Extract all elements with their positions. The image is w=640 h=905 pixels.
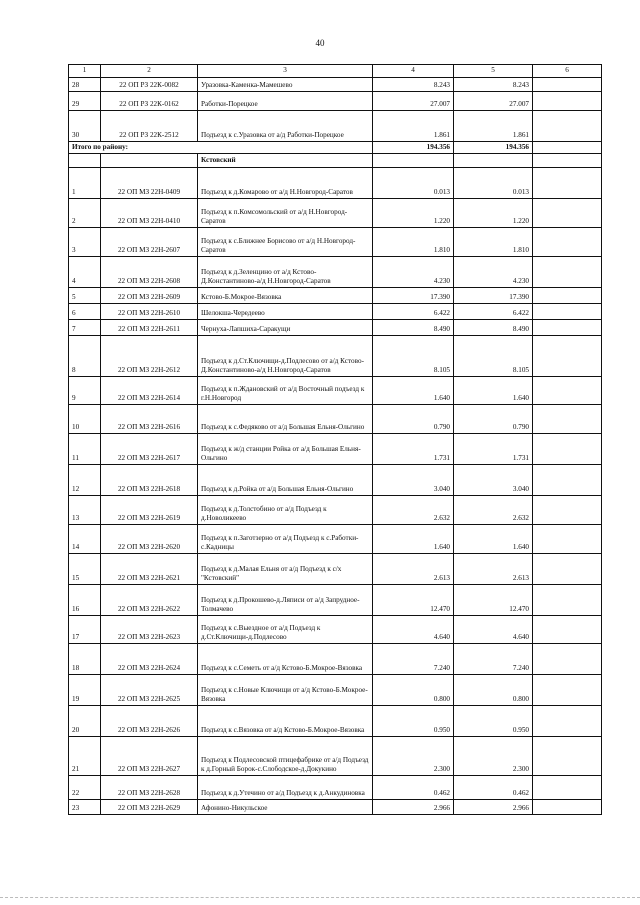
road-number: 21 (69, 737, 101, 776)
road-number: 4 (69, 257, 101, 288)
road-code: 22 ОП МЗ 22Н-2612 (101, 336, 198, 377)
road-length: 1.810 (373, 228, 454, 257)
road-name: Кстово-Б.Мокрое-Вязовка (198, 288, 373, 304)
road-length-2: 1.731 (454, 434, 533, 465)
road-length-2: 0.462 (454, 776, 533, 800)
road-length: 1.640 (373, 377, 454, 405)
road-code: 22 ОП МЗ 22Н-2627 (101, 737, 198, 776)
road-length-2: 8.490 (454, 320, 533, 336)
road-name: Подъезд к д.Ст.Ключищи-д.Подлесово от а/д Кстово-Д.Константиново-а/д Н.Новгород-Саратов (198, 336, 373, 377)
empty-cell (454, 154, 533, 168)
road-note (533, 257, 602, 288)
road-name: Подъезд к д.Прокошево-д.Ляписи от а/д Запрудное-Толмачево (198, 585, 373, 616)
road-code: 22 ОП МЗ 22Н-2618 (101, 465, 198, 496)
road-row (69, 737, 602, 776)
road-length: 0.013 (373, 168, 454, 199)
road-name: Подъезд к п.Комсомольский от а/д Н.Новгород-Саратов (198, 199, 373, 228)
road-code: 22 ОП РЗ 22К-0082 (101, 78, 198, 92)
road-code: 22 ОП РЗ 22К-0162 (101, 92, 198, 111)
road-length: 3.040 (373, 465, 454, 496)
road-length: 8.243 (373, 78, 454, 92)
road-name: Подъезд к д.Комарово от а/д Н.Новгород-Саратов (198, 168, 373, 199)
total-length: 194.356 (373, 142, 454, 154)
road-length: 8.490 (373, 320, 454, 336)
road-row (69, 496, 602, 525)
road-code: 22 ОП МЗ 22Н-2623 (101, 616, 198, 644)
road-length: 2.632 (373, 496, 454, 525)
road-note (533, 111, 602, 142)
road-number: 7 (69, 320, 101, 336)
road-name: Подъезд к с.Новые Ключищи от а/д Кстово-Б.Мокрое-Вязовка (198, 675, 373, 706)
road-number: 6 (69, 304, 101, 320)
road-length-2: 1.640 (454, 525, 533, 554)
road-row (69, 320, 602, 336)
road-number: 8 (69, 336, 101, 377)
road-name: Шелокша-Чередеево (198, 304, 373, 320)
road-name: Подъезд к с.Федяково от а/д Большая Ельня-Ольгино (198, 405, 373, 434)
road-note (533, 585, 602, 616)
road-note (533, 336, 602, 377)
road-number: 13 (69, 496, 101, 525)
road-code: 22 ОП МЗ 22Н-2617 (101, 434, 198, 465)
road-length: 27.007 (373, 92, 454, 111)
road-row (69, 336, 602, 377)
road-name: Подъезд к с.Уразовка от а/д Работки-Порецкое (198, 111, 373, 142)
road-row (69, 585, 602, 616)
road-note (533, 554, 602, 585)
road-code: 22 ОП МЗ 22Н-2608 (101, 257, 198, 288)
empty-cell (533, 142, 602, 154)
road-length: 1.220 (373, 199, 454, 228)
road-note (533, 288, 602, 304)
column-header: 2 (101, 65, 198, 78)
road-number: 20 (69, 706, 101, 737)
road-note (533, 496, 602, 525)
road-row (69, 675, 602, 706)
road-length-2: 1.861 (454, 111, 533, 142)
road-row (69, 304, 602, 320)
road-name: Подъезд к с.Семеть от а/д Кстово-Б.Мокрое-Вязовка (198, 644, 373, 675)
road-note (533, 465, 602, 496)
road-note (533, 92, 602, 111)
road-length-2: 1.640 (454, 377, 533, 405)
road-length-2: 2.632 (454, 496, 533, 525)
road-length-2: 27.007 (454, 92, 533, 111)
road-length: 4.230 (373, 257, 454, 288)
column-header: 3 (198, 65, 373, 78)
road-row (69, 776, 602, 800)
road-note (533, 737, 602, 776)
road-row (69, 168, 602, 199)
road-note (533, 377, 602, 405)
empty-cell (533, 154, 602, 168)
road-name: Подъезд к ж/д станции Ройка от а/д Большая Ельня-Ольгино (198, 434, 373, 465)
road-number: 17 (69, 616, 101, 644)
road-length: 6.422 (373, 304, 454, 320)
road-note (533, 405, 602, 434)
road-note (533, 434, 602, 465)
road-code: 22 ОП МЗ 22Н-2622 (101, 585, 198, 616)
road-length-2: 8.243 (454, 78, 533, 92)
district-header-row (69, 154, 602, 168)
road-row (69, 78, 602, 92)
road-number: 22 (69, 776, 101, 800)
road-row (69, 92, 602, 111)
road-length-2: 6.422 (454, 304, 533, 320)
road-name: Подъезд к п.Заготзерно от а/д Подъезд к с.Работки-с.Кадницы (198, 525, 373, 554)
road-row (69, 644, 602, 675)
road-code: 22 ОП МЗ 22Н-2619 (101, 496, 198, 525)
road-code: 22 ОП МЗ 22Н-2628 (101, 776, 198, 800)
road-code: 22 ОП МЗ 22Н-2620 (101, 525, 198, 554)
road-number: 16 (69, 585, 101, 616)
road-row (69, 554, 602, 585)
road-row (69, 525, 602, 554)
column-header: 4 (373, 65, 454, 78)
road-note (533, 78, 602, 92)
road-row (69, 800, 602, 815)
road-length: 2.966 (373, 800, 454, 815)
empty-cell (69, 154, 101, 168)
road-length: 17.390 (373, 288, 454, 304)
scan-edge (0, 897, 640, 901)
road-number: 2 (69, 199, 101, 228)
road-length: 0.462 (373, 776, 454, 800)
road-length-2: 4.640 (454, 616, 533, 644)
road-code: 22 ОП МЗ 22Н-2614 (101, 377, 198, 405)
road-row (69, 199, 602, 228)
road-note (533, 228, 602, 257)
road-row (69, 616, 602, 644)
road-note (533, 644, 602, 675)
empty-cell (101, 154, 198, 168)
road-code: 22 ОП МЗ 22Н-2621 (101, 554, 198, 585)
road-number: 19 (69, 675, 101, 706)
road-name: Подъезд к с.Ближнее Борисово от а/д Н.Новгород-Саратов (198, 228, 373, 257)
road-name: Уразовка-Каменка-Мамешево (198, 78, 373, 92)
road-length: 1.731 (373, 434, 454, 465)
road-name: Подъезд к д.Утечино от а/д Подъезд к д.Анкудиновка (198, 776, 373, 800)
road-name: Чернуха-Лапшиха-Саракущи (198, 320, 373, 336)
road-number: 15 (69, 554, 101, 585)
road-note (533, 320, 602, 336)
road-length-2: 4.230 (454, 257, 533, 288)
road-length-2: 1.220 (454, 199, 533, 228)
page-number: 40 (315, 38, 325, 48)
road-row (69, 706, 602, 737)
empty-cell (373, 154, 454, 168)
road-number: 11 (69, 434, 101, 465)
road-length-2: 8.105 (454, 336, 533, 377)
road-number: 10 (69, 405, 101, 434)
road-code: 22 ОП МЗ 22Н-0409 (101, 168, 198, 199)
road-length-2: 2.613 (454, 554, 533, 585)
road-length-2: 1.810 (454, 228, 533, 257)
road-row (69, 257, 602, 288)
road-row (69, 288, 602, 304)
roads-table (68, 64, 602, 815)
road-code: 22 ОП МЗ 22Н-2611 (101, 320, 198, 336)
road-length-2: 3.040 (454, 465, 533, 496)
road-length: 0.950 (373, 706, 454, 737)
road-note (533, 616, 602, 644)
road-name: Подъезд к с.Вязовка от а/д Кстово-Б.Мокрое-Вязовка (198, 706, 373, 737)
road-number: 18 (69, 644, 101, 675)
road-code: 22 ОП МЗ 22Н-2625 (101, 675, 198, 706)
road-length-2: 12.470 (454, 585, 533, 616)
road-name: Подъезд к д.Ройка от а/д Большая Ельня-Ольгино (198, 465, 373, 496)
road-number: 28 (69, 78, 101, 92)
road-code: 22 ОП МЗ 22Н-2616 (101, 405, 198, 434)
road-length-2: 0.800 (454, 675, 533, 706)
road-name: Подъезд к п.Ждановский от а/д Восточный подъезд к г.Н.Новгород (198, 377, 373, 405)
road-length-2: 0.950 (454, 706, 533, 737)
road-code: 22 ОП МЗ 22Н-2607 (101, 228, 198, 257)
road-number: 14 (69, 525, 101, 554)
road-name: Подъезд к д.Толстобино от а/д Подъезд к д.Новоликеево (198, 496, 373, 525)
road-note (533, 304, 602, 320)
road-code: 22 ОП РЗ 22К-2512 (101, 111, 198, 142)
road-length: 4.640 (373, 616, 454, 644)
road-number: 9 (69, 377, 101, 405)
road-note (533, 168, 602, 199)
road-code: 22 ОП МЗ 22Н-2609 (101, 288, 198, 304)
road-note (533, 675, 602, 706)
road-note (533, 525, 602, 554)
road-code: 22 ОП МЗ 22Н-0410 (101, 199, 198, 228)
road-length: 1.640 (373, 525, 454, 554)
road-number: 12 (69, 465, 101, 496)
road-length: 8.105 (373, 336, 454, 377)
road-row (69, 434, 602, 465)
road-length: 2.300 (373, 737, 454, 776)
column-header: 1 (69, 65, 101, 78)
road-name: Подъезд к д.Малая Ельня от а/д Подъезд к с/х "Кстовский" (198, 554, 373, 585)
road-length-2: 2.300 (454, 737, 533, 776)
road-length-2: 17.390 (454, 288, 533, 304)
road-length: 2.613 (373, 554, 454, 585)
road-row (69, 228, 602, 257)
column-header: 6 (533, 65, 602, 78)
road-name: Афонино-Никульское (198, 800, 373, 815)
road-code: 22 ОП МЗ 22Н-2624 (101, 644, 198, 675)
column-number-row (69, 65, 602, 78)
road-length: 12.470 (373, 585, 454, 616)
road-length-2: 0.790 (454, 405, 533, 434)
road-row (69, 111, 602, 142)
road-row (69, 377, 602, 405)
road-number: 1 (69, 168, 101, 199)
road-code: 22 ОП МЗ 22Н-2629 (101, 800, 198, 815)
road-length: 0.790 (373, 405, 454, 434)
road-name: Подъезд к Подлесовской птицефабрике от а/д Подъезд к д.Горный Борок-с.Слободское-д.Докукино (198, 737, 373, 776)
total-label: Итого по району: (69, 142, 373, 154)
road-name: Подъезд к с.Выездное от а/д Подъезд к д.Ст.Ключищи-д.Подлесово (198, 616, 373, 644)
road-row (69, 465, 602, 496)
road-note (533, 199, 602, 228)
road-number: 5 (69, 288, 101, 304)
road-note (533, 706, 602, 737)
road-number: 23 (69, 800, 101, 815)
road-number: 30 (69, 111, 101, 142)
district-name: Кстовский (198, 154, 373, 168)
road-note (533, 800, 602, 815)
road-length: 0.800 (373, 675, 454, 706)
road-code: 22 ОП МЗ 22Н-2610 (101, 304, 198, 320)
road-code: 22 ОП МЗ 22Н-2626 (101, 706, 198, 737)
road-length: 7.240 (373, 644, 454, 675)
road-length-2: 0.013 (454, 168, 533, 199)
road-note (533, 776, 602, 800)
column-header: 5 (454, 65, 533, 78)
road-length-2: 7.240 (454, 644, 533, 675)
road-length: 1.861 (373, 111, 454, 142)
road-number: 29 (69, 92, 101, 111)
road-row (69, 405, 602, 434)
road-name: Подъезд к д.Зеленцино от а/д Кстово-Д.Константиново-а/д Н.Новгород-Саратов (198, 257, 373, 288)
road-length-2: 2.966 (454, 800, 533, 815)
road-number: 3 (69, 228, 101, 257)
district-total-row (69, 142, 602, 154)
total-length-2: 194.356 (454, 142, 533, 154)
road-name: Работки-Порецкое (198, 92, 373, 111)
